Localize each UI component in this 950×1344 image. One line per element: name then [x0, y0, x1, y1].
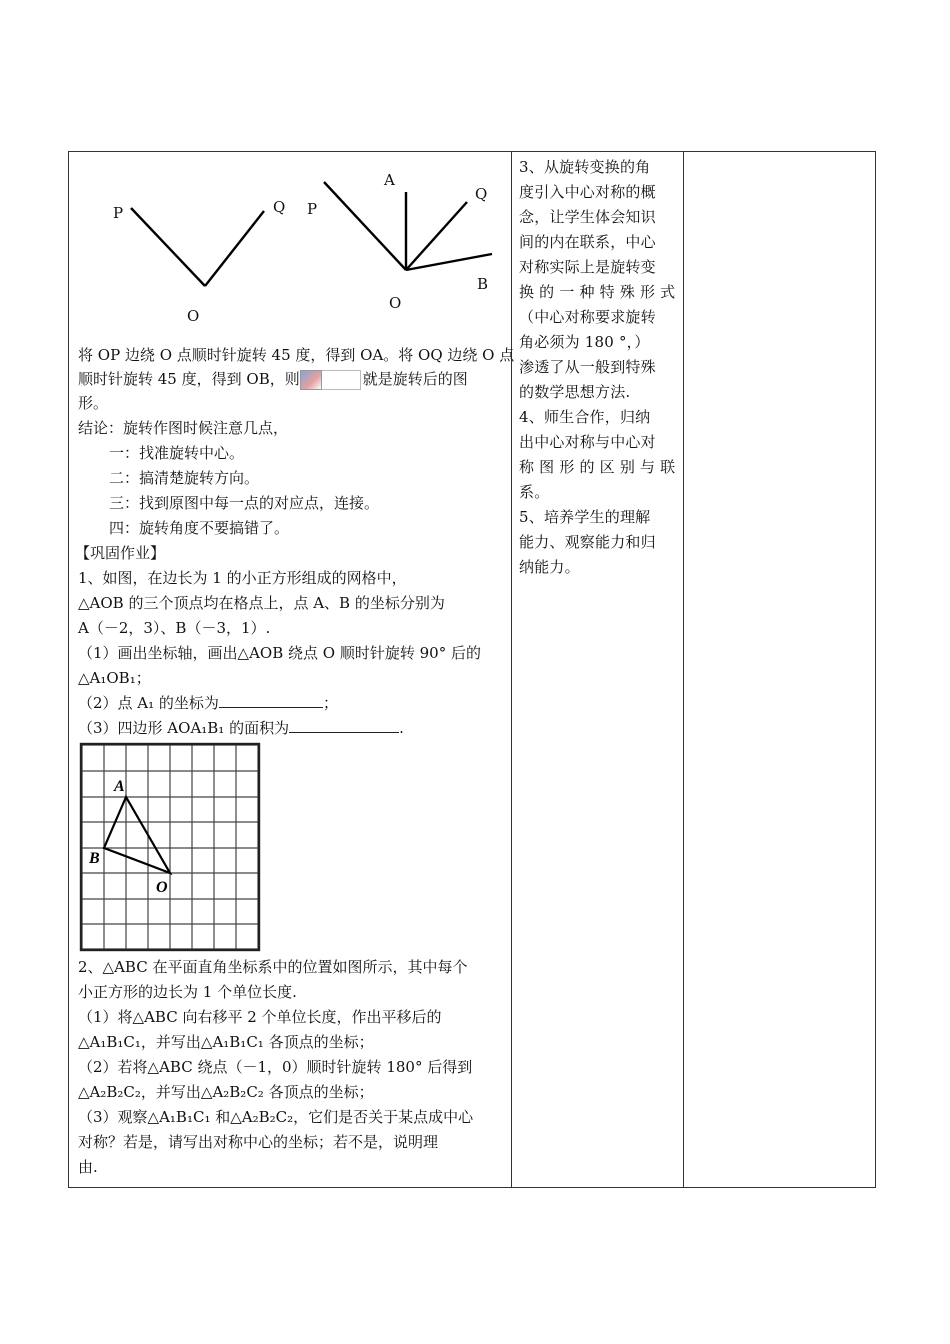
q2-sub3-line3: 由.	[78, 1158, 98, 1176]
q1-sub3-text: （3）四边形 AOA₁B₁ 的面积为	[78, 719, 290, 737]
right-column	[684, 152, 875, 1187]
homework-title: 【巩固作业】	[75, 544, 166, 562]
note-line: 5、培养学生的理解	[519, 508, 651, 526]
point-1: 一：找准旋转中心。	[109, 444, 245, 462]
q2-sub3-line1: （3）观察△A₁B₁C₁ 和△A₂B₂C₂，它们是否关于某点成中心	[78, 1108, 474, 1126]
answer-blank-area[interactable]	[289, 716, 399, 733]
note-line: 能力、观察能力和归	[519, 533, 656, 551]
note-line: 系。	[519, 483, 550, 501]
label-o-1: O	[187, 307, 200, 325]
label-q-1: Q	[273, 198, 286, 216]
column-divider-1	[511, 152, 512, 1187]
q1-sub1-line1: （1）画出坐标轴，画出△AOB 绕点 O 顺时针旋转 90° 后的	[78, 644, 481, 662]
grid-figure	[78, 742, 268, 952]
note-line: 渗透了从一般到特殊	[519, 358, 656, 376]
label-p-1: P	[113, 204, 124, 222]
label-b-2: B	[477, 275, 489, 293]
note-line: 对称实际上是旋转变	[519, 258, 656, 276]
grid-label-b: B	[89, 850, 100, 867]
q2-sub2-line2: △A₂B₂C₂，并写出△A₂B₂C₂ 各顶点的坐标；	[78, 1083, 374, 1101]
note-line: 念，让学生体会知识	[519, 208, 656, 226]
label-o-2: O	[389, 294, 402, 312]
broken-image-icon	[300, 370, 322, 390]
note-line: 3、从旋转变换的角	[519, 158, 651, 176]
q1-sub1-line2: △A₁OB₁；	[78, 669, 151, 687]
q1-sub3	[78, 716, 404, 740]
label-p-2: P	[307, 200, 318, 218]
q2-line2: 小正方形的边长为 1 个单位长度.	[78, 983, 297, 1001]
point-3: 三：找到原图中每一点的对应点，连接。	[109, 494, 380, 512]
q1-line2: △AOB 的三个顶点均在格点上，点 A、B 的坐标分别为	[78, 594, 445, 612]
note-line: （中心对称要求旋转	[519, 308, 656, 326]
note-line: 出中心对称与中心对	[519, 433, 656, 451]
answer-blank-a1[interactable]	[219, 691, 323, 708]
note-line: 的数学思想方法.	[519, 383, 631, 401]
para-rotation-line2	[78, 367, 468, 391]
point-2: 二：搞清楚旋转方向。	[109, 469, 260, 487]
angle-figure-original	[99, 172, 339, 352]
image-placeholder	[322, 370, 361, 390]
q1-sub2	[78, 691, 338, 715]
note-line: 4、师生合作，归纳	[519, 408, 651, 426]
q1-sub2-text: （2）点 A₁ 的坐标为	[78, 694, 219, 712]
q2-sub1-line2: △A₁B₁C₁，并写出△A₁B₁C₁ 各顶点的坐标；	[78, 1033, 374, 1051]
q1-line3: A（－2，3）、B（－3，1）.	[78, 619, 271, 637]
label-a-2: A	[384, 171, 395, 189]
lesson-table	[68, 151, 876, 1188]
q2-sub1-line1: （1）将△ABC 向右移平 2 个单位长度，作出平移后的	[78, 1008, 442, 1026]
q1-sub3-end: .	[399, 719, 404, 737]
q2-line1: 2、△ABC 在平面直角坐标系中的位置如图所示，其中每个	[78, 958, 468, 976]
q2-sub2-line1: （2）若将△ABC 绕点（－1，0）顺时针旋转 180° 后得到	[78, 1058, 473, 1076]
note-line: 纳能力。	[519, 558, 580, 576]
para-rotation-line3: 形。	[78, 394, 109, 412]
point-4: 四：旋转角度不要搞错了。	[109, 519, 290, 537]
q1-sub2-end: ；	[322, 694, 338, 712]
para-rotation-line1: 将 OP 边绕 O 点顺时针旋转 45 度，得到 OA。将 OQ 边绕 O 点	[78, 346, 515, 364]
note-line: 角必须为 180 °，）	[519, 333, 650, 351]
note-line: 度引入中心对称的概	[519, 183, 656, 201]
q2-sub3-line2: 对称？若是，请写出对称中心的坐标；若不是，说明理	[78, 1133, 439, 1151]
label-q-2: Q	[475, 185, 488, 203]
grid-label-o: O	[156, 879, 168, 896]
para-rotation-line2-b: 就是旋转后的图	[362, 370, 468, 388]
para-rotation-line2-a: 顺时针旋转 45 度，得到 OB，则	[78, 370, 300, 388]
conclusion: 结论：旋转作图时候注意几点，	[78, 419, 289, 437]
note-line: 换 的 一 种 特 殊 形 式	[519, 283, 676, 301]
note-line: 间的内在联系，中心	[519, 233, 656, 251]
q1-line1: 1、如图，在边长为 1 的小正方形组成的网格中，	[78, 569, 407, 587]
note-line: 称 图 形 的 区 别 与 联	[519, 458, 676, 476]
grid-label-a: A	[114, 778, 125, 795]
